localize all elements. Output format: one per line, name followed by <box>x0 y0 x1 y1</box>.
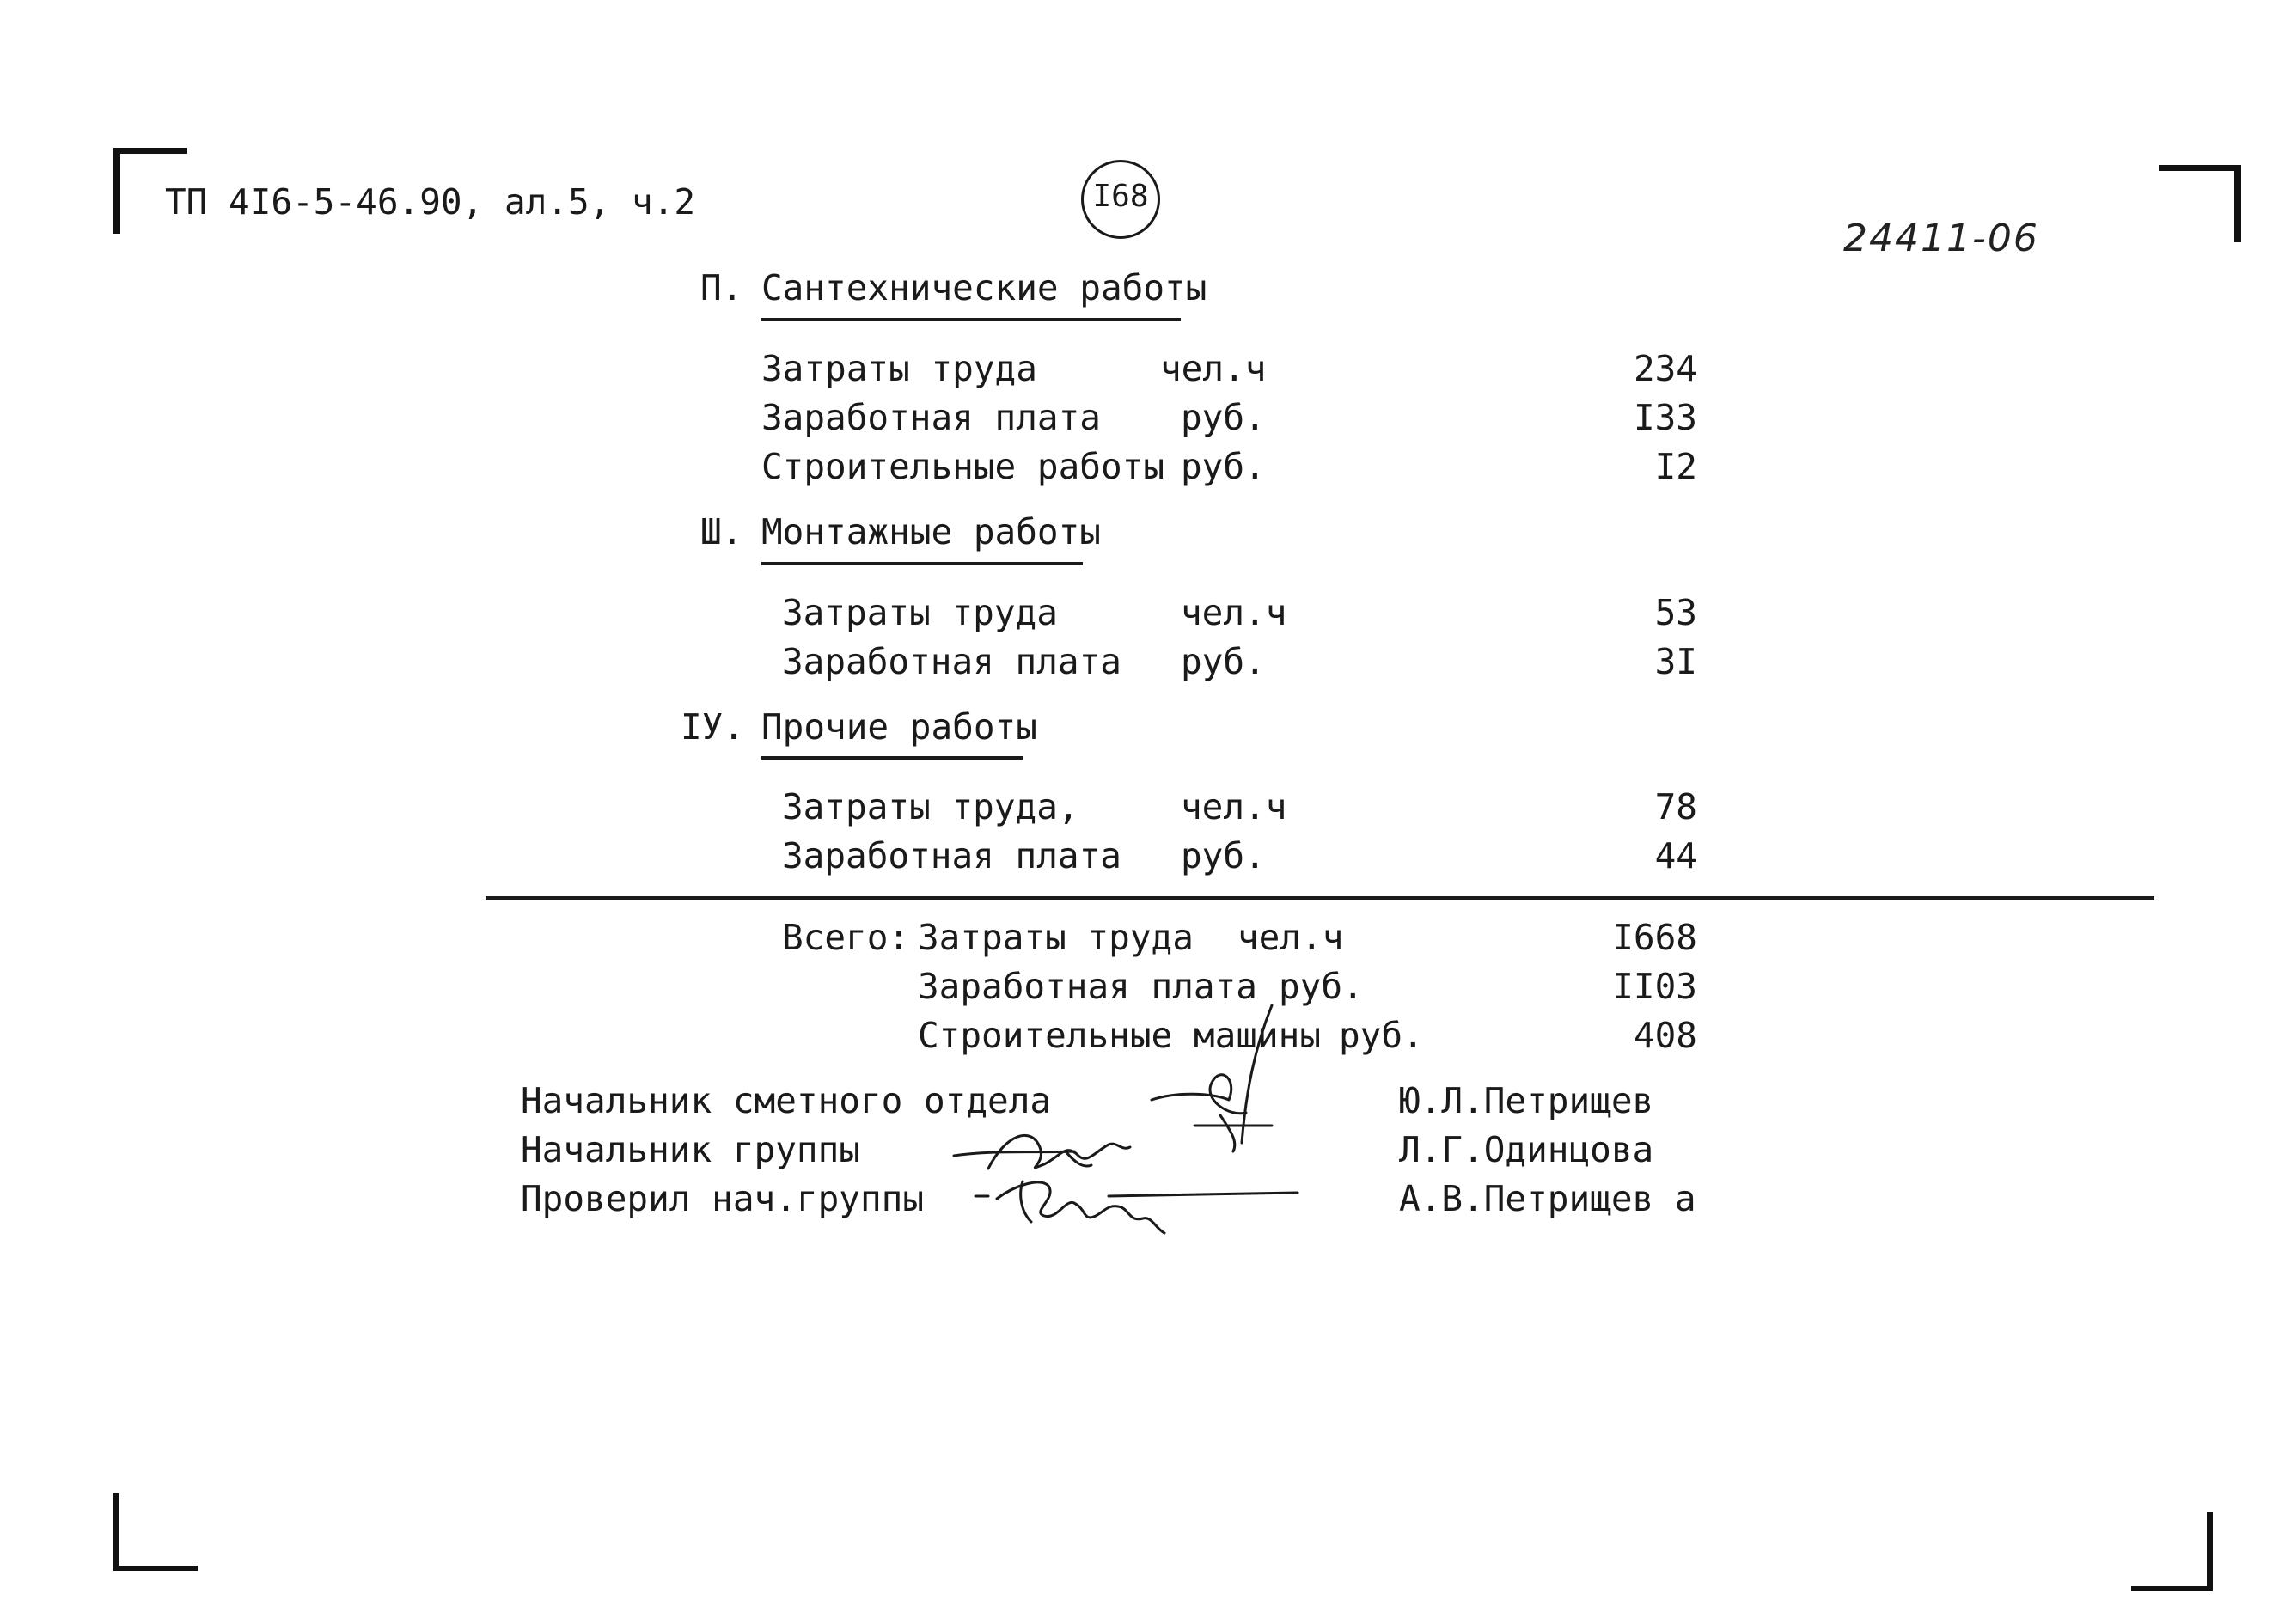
row-value: 44 <box>1654 835 1697 876</box>
section-title: Сантехнические работы <box>761 267 1207 308</box>
section-numeral: Ш. <box>700 511 743 553</box>
signature-scribble <box>1021 1181 1031 1222</box>
corner-bracket-top-right-h <box>2159 165 2241 171</box>
totals-row-unit: руб. <box>1279 966 1364 1007</box>
row-value: I33 <box>1633 397 1697 438</box>
signature-name: Л.Г.Одинцова <box>1399 1129 1654 1170</box>
totals-row-unit: руб. <box>1339 1015 1424 1056</box>
section-title-underline <box>761 318 1181 321</box>
row-unit: руб. <box>1181 835 1266 876</box>
section-numeral: IУ. <box>681 706 745 748</box>
corner-bracket-top-left <box>113 148 120 234</box>
row-label: Заработная плата <box>782 835 1121 876</box>
row-label: Затраты труда <box>761 348 1037 389</box>
corner-bracket-bottom-left-h <box>113 1566 198 1571</box>
corner-bracket-top-left-h <box>113 148 187 154</box>
corner-bracket-bottom-right-h <box>2131 1586 2213 1591</box>
row-value: 53 <box>1654 592 1697 633</box>
section-title: Монтажные работы <box>761 511 1101 553</box>
totals-row-value: I668 <box>1612 917 1697 958</box>
totals-row-label: Затраты труда <box>918 917 1194 958</box>
signature-scribble <box>1242 1005 1272 1143</box>
signature-role: Начальник группы <box>521 1129 860 1170</box>
signature-name: А.В.Петрищев а <box>1399 1178 1696 1219</box>
signature-scribble <box>1152 1075 1246 1114</box>
section-numeral: П. <box>700 267 743 308</box>
row-value: 78 <box>1654 786 1697 827</box>
row-unit: чел.ч <box>1160 348 1267 389</box>
row-label: Строительные работы <box>761 446 1164 487</box>
page-number-circle <box>1081 160 1160 239</box>
row-unit: чел.ч <box>1181 592 1287 633</box>
corner-bracket-bottom-right <box>2207 1512 2213 1591</box>
page-number: I68 <box>1092 179 1149 214</box>
totals-row-value: 408 <box>1633 1015 1697 1056</box>
signature-scribble <box>1109 1193 1298 1196</box>
corner-bracket-bottom-left <box>113 1493 119 1571</box>
row-value: 234 <box>1633 348 1697 389</box>
row-unit: руб. <box>1181 397 1266 438</box>
section-title: Прочие работы <box>761 706 1037 748</box>
totals-row-value: II03 <box>1612 966 1697 1007</box>
totals-row-label: Строительные машины <box>918 1015 1321 1056</box>
signature-name: Ю.Л.Петрищев <box>1399 1080 1654 1121</box>
totals-row-label: Заработная плата <box>918 966 1257 1007</box>
row-unit: руб. <box>1181 641 1266 682</box>
row-label: Затраты труда <box>782 592 1058 633</box>
section-title-underline <box>761 562 1083 565</box>
row-unit: чел.ч <box>1181 786 1287 827</box>
totals-divider <box>486 896 2154 900</box>
signature-scribble <box>1220 1115 1235 1151</box>
row-value: I2 <box>1654 446 1697 487</box>
handwritten-signatures <box>937 997 1341 1246</box>
corner-bracket-top-right <box>2234 165 2241 242</box>
doc-code: ТП 4I6-5-46.90, ал.5, ч.2 <box>165 181 696 223</box>
section-title-underline <box>761 756 1023 760</box>
row-label: Заработная плата <box>782 641 1121 682</box>
row-label: Затраты труда, <box>782 786 1079 827</box>
signature-role: Проверил нач.группы <box>521 1178 924 1219</box>
signature-role: Начальник сметного отдела <box>521 1080 1052 1121</box>
row-unit: руб. <box>1181 446 1266 487</box>
row-label: Заработная плата <box>761 397 1101 438</box>
totals-label: Всего: <box>782 917 910 958</box>
archive-number: 24411-06 <box>1843 217 2039 260</box>
row-value: 3I <box>1654 641 1697 682</box>
totals-row-unit: чел.ч <box>1237 917 1344 958</box>
